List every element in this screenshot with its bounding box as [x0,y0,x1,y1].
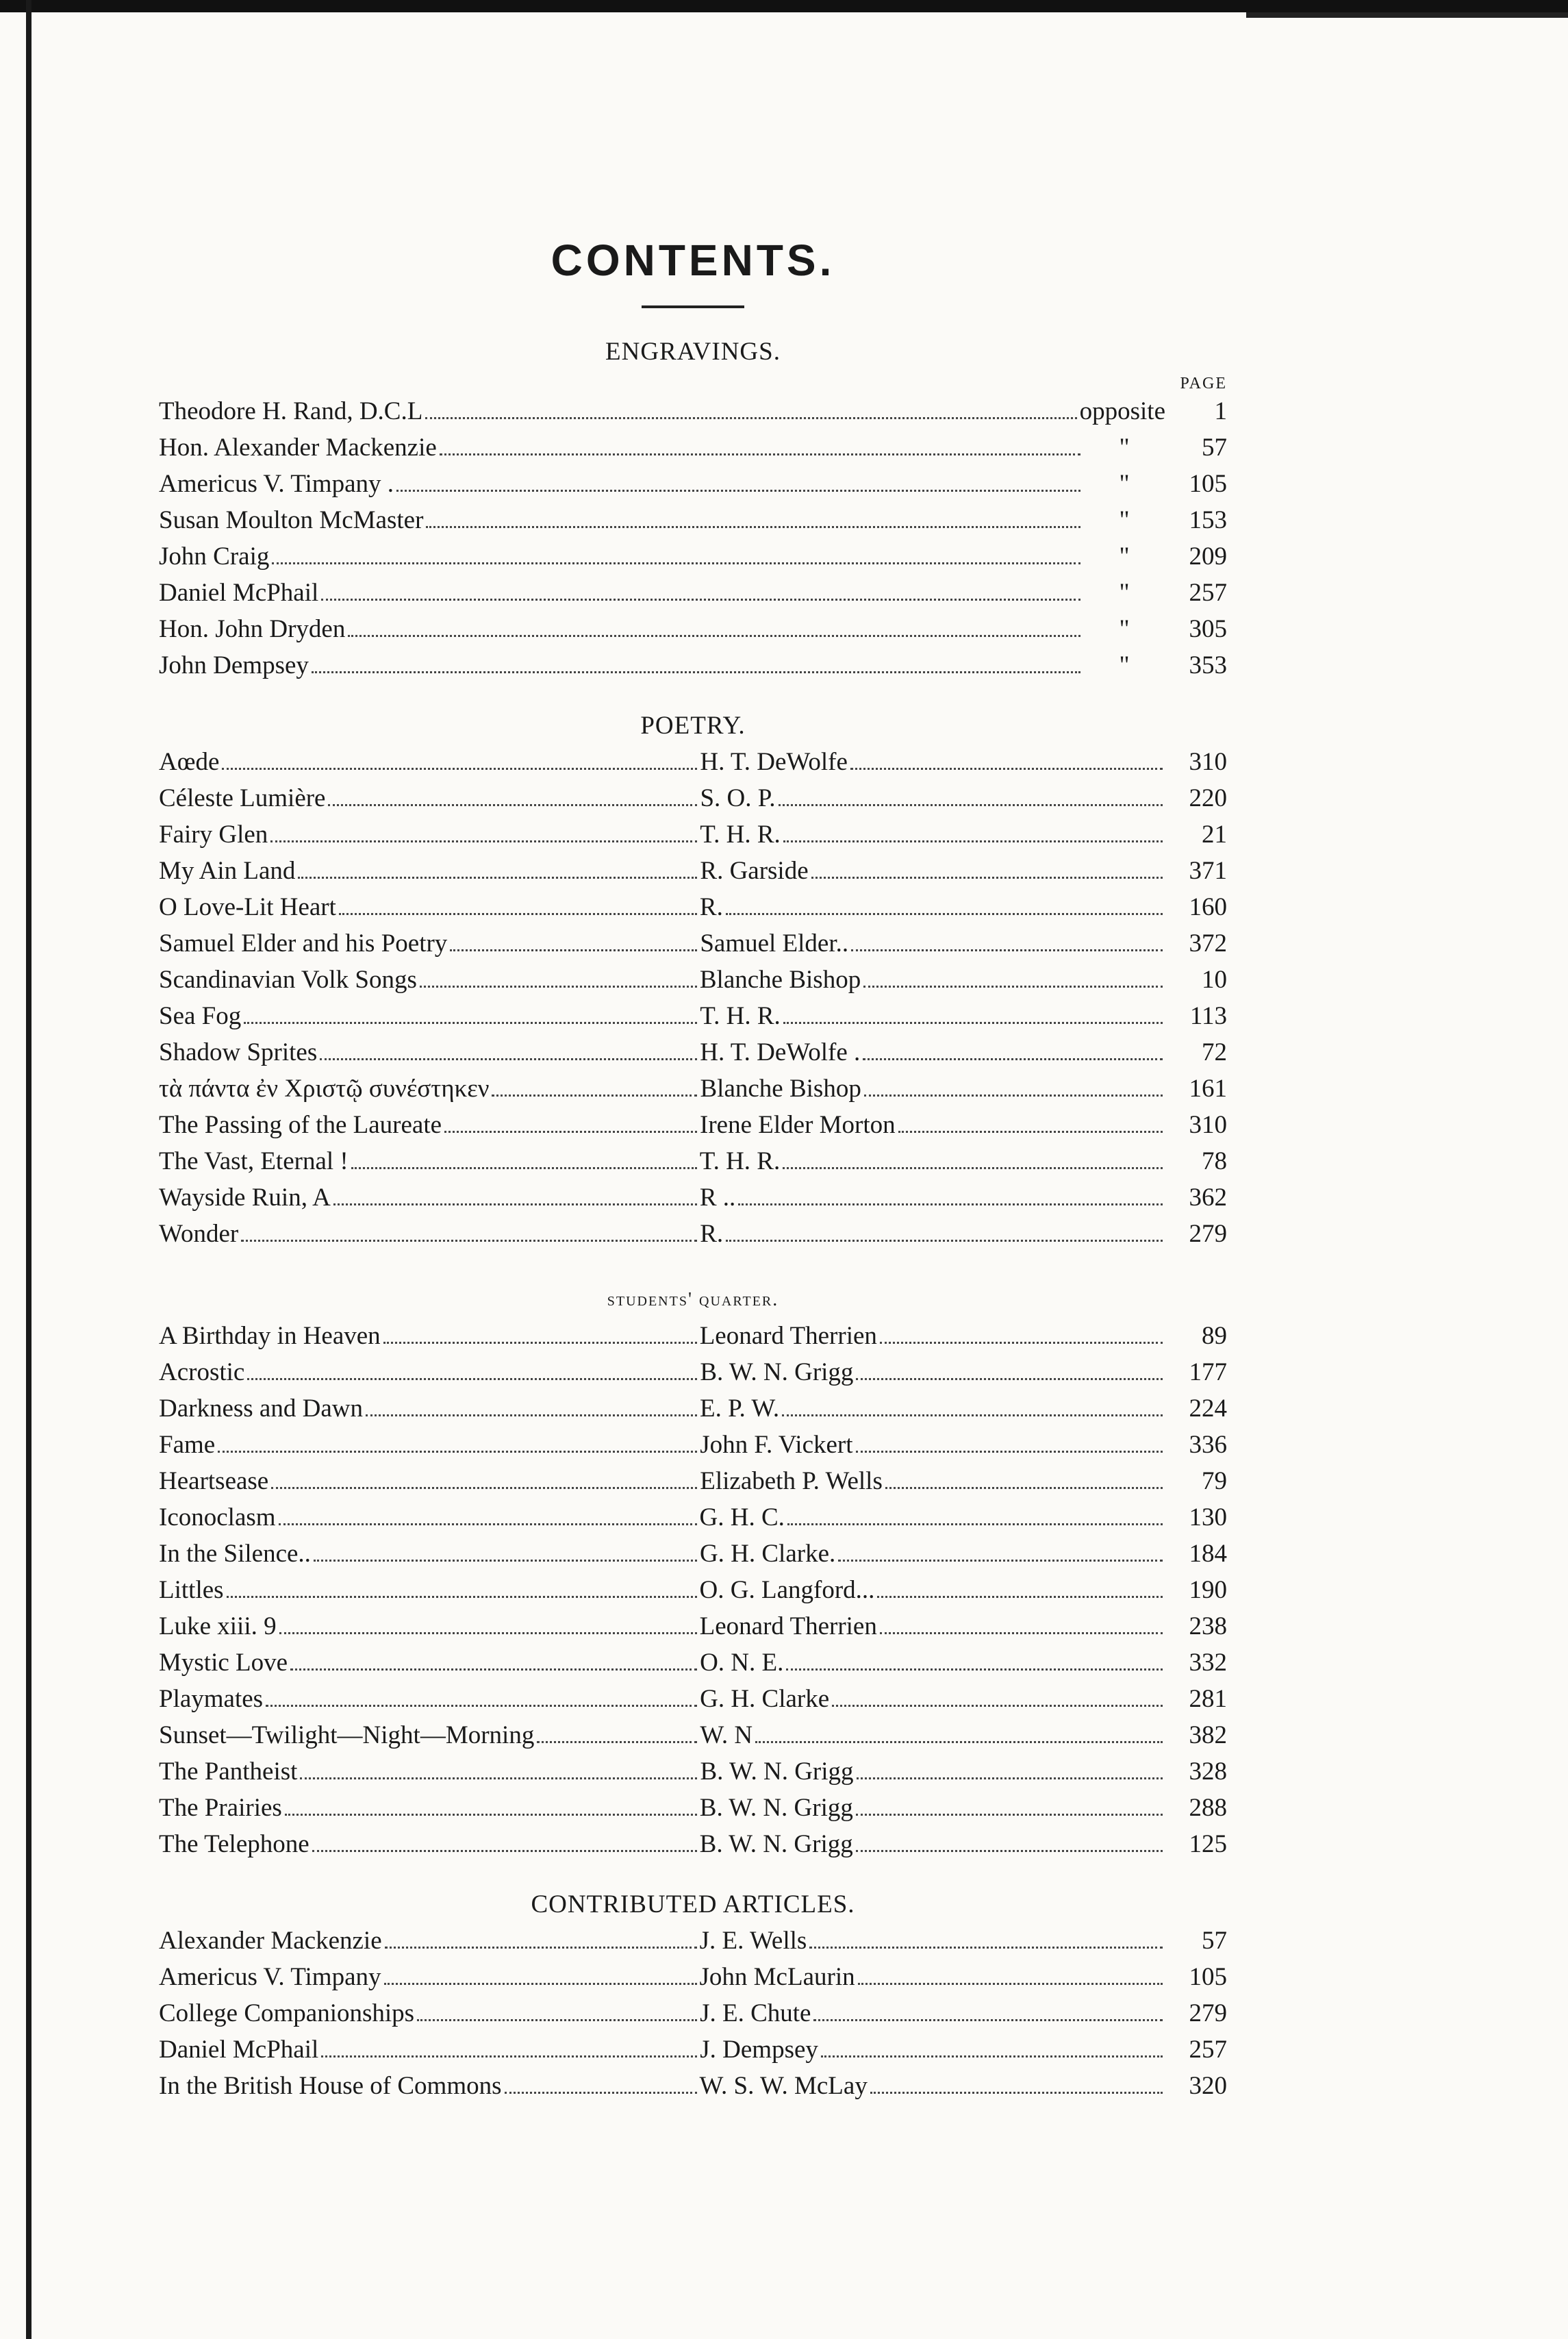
page-column-label: PAGE [1180,375,1227,392]
entry-page: 184 [1189,1540,1227,1568]
toc-entry [159,2031,1227,2068]
students-quarter-list [159,1318,1227,1862]
entry-page: 310 [1189,748,1227,776]
toc-entry [159,1390,1227,1427]
toc-entry [159,853,1227,889]
entry-page: 79 [1202,1467,1227,1495]
dot-leader [850,767,1163,770]
dot-leader [851,949,1163,951]
entry-title: In the British House of Commons [159,2072,502,2100]
dot-leader [285,1813,697,1816]
dot-leader [417,2018,697,2021]
dot-leader [755,1740,1163,1743]
entry-title: Heartsease [159,1467,269,1495]
entry-page: 160 [1189,893,1227,921]
dot-leader [440,453,1080,455]
dot-leader [856,1450,1163,1453]
entry-author: Leonard Therrien [699,1612,877,1640]
toc-entry [159,1143,1227,1179]
entry-page: 288 [1189,1794,1227,1822]
entry-title: Hon. John Dryden [159,615,346,643]
top-border-smudge [1246,12,1568,18]
entry-title: Daniel McPhail [159,2036,319,2064]
entry-title: The Telephone [159,1830,309,1858]
entry-title: Scandinavian Volk Songs [159,966,417,994]
dot-leader [783,1021,1163,1024]
entry-author: B. W. N. Grigg [700,1758,854,1786]
entry-title: Americus V. Timpany . [159,470,394,498]
dot-leader [314,1559,697,1562]
toc-entry [159,1318,1227,1354]
entry-page: 336 [1189,1431,1227,1459]
entry-page: 125 [1189,1830,1227,1858]
entry-page: 21 [1202,821,1227,849]
entry-author: G. H. Clarke. [699,1540,836,1568]
entry-page: 57 [1202,434,1227,462]
toc-entry [159,1536,1227,1572]
dot-leader [838,1559,1163,1562]
entry-author: B. W. N. Grigg [699,1830,853,1858]
entry-page: 320 [1189,2072,1227,2100]
entry-title: Mystic Love [159,1649,288,1677]
dot-leader [279,1631,697,1634]
dot-leader [821,2055,1163,2057]
dot-leader [779,803,1163,806]
toc-entry [159,611,1227,647]
entry-page: 281 [1189,1685,1227,1713]
dot-leader [266,1704,697,1707]
toc-entry [159,1427,1227,1463]
entry-mark: " [1119,579,1130,607]
entry-author: John McLaurin [699,1963,855,1991]
dot-leader [383,1341,697,1344]
entry-page: 328 [1189,1758,1227,1786]
dot-leader [271,1486,697,1489]
dot-leader [783,840,1163,842]
dot-leader [809,1946,1163,1949]
toc-entry [159,466,1227,502]
entry-title: Céleste Lumière [159,784,326,812]
entry-author: H. T. DeWolfe . [700,1038,861,1066]
entry-page: 89 [1202,1322,1227,1350]
entry-page: 113 [1189,1002,1227,1030]
articles-heading: CONTRIBUTED ARTICLES. [531,1890,855,1918]
entry-author: T. H. R. [700,821,781,849]
dot-leader [328,803,697,806]
entry-author: O. N. E. [700,1649,784,1677]
entry-author: W. N [700,1721,753,1749]
entry-author: Elizabeth P. Wells [700,1467,883,1495]
toc-entry [159,1681,1227,1717]
dot-leader [290,1668,697,1671]
dot-leader [813,2018,1163,2021]
dot-leader [426,525,1080,528]
entry-page: 153 [1189,506,1227,534]
entry-page: 362 [1189,1184,1227,1212]
entry-title: Luke xiii. 9 [159,1612,277,1640]
toc-entry [159,1179,1227,1216]
dot-leader [348,634,1080,637]
toc-entry [159,889,1227,925]
toc-entry [159,1354,1227,1390]
entry-title: The Prairies [159,1794,282,1822]
entry-author: G. H. C. [699,1503,785,1531]
entry-author: John F. Vickert [700,1431,853,1459]
dot-leader [366,1414,697,1416]
entry-page: 10 [1202,966,1227,994]
dot-leader [783,1166,1163,1169]
entry-page: 305 [1189,615,1227,643]
toc-entry [159,816,1227,853]
toc-entry [159,502,1227,538]
entry-author: Blanche Bishop [700,1075,861,1103]
entry-title: Playmates [159,1685,264,1713]
entry-author: R .. [699,1184,736,1212]
entry-title: College Companionships [159,1999,415,2027]
toc-entry [159,1644,1227,1681]
dot-leader [786,1668,1163,1671]
toc-entry [159,1826,1227,1862]
dot-leader [321,2055,697,2057]
entry-author: Irene Elder Morton [700,1111,896,1139]
dot-leader [811,876,1163,879]
toc-entry [159,925,1227,962]
entry-page: 1 [1214,397,1227,425]
dot-leader [858,1982,1163,1985]
toc-entry [159,1608,1227,1644]
entry-page: 332 [1189,1649,1227,1677]
toc-entry [159,1959,1227,1995]
dot-leader [312,1849,697,1852]
dot-leader [218,1450,697,1453]
toc-entry [159,1572,1227,1608]
toc-entry [159,962,1227,998]
entry-page: 279 [1189,1220,1227,1248]
entry-page: 257 [1189,2036,1227,2064]
entry-page: 105 [1189,470,1227,498]
entry-title: Sea Fog [159,1002,242,1030]
toc-entry [159,2068,1227,2104]
dot-leader [782,1414,1163,1416]
entry-author: H. T. DeWolfe [700,748,848,776]
entry-author: Leonard Therrien [699,1322,877,1350]
dot-leader [270,840,697,842]
page-title: CONTENTS. [551,236,835,285]
entry-page: 353 [1189,651,1227,679]
toc-entry [159,1923,1227,1959]
entry-title: Americus V. Timpany [159,1963,381,1991]
dot-leader [298,876,697,879]
dot-leader [880,1631,1163,1634]
entry-page: 190 [1189,1576,1227,1604]
dot-leader [537,1740,697,1743]
entry-author: G. H. Clarke [700,1685,830,1713]
entry-author: R. Garside [700,857,809,885]
entry-author: B. W. N. Grigg [700,1358,854,1386]
entry-mark: " [1119,434,1130,462]
entry-title: A Birthday in Heaven [159,1322,381,1350]
dot-leader [279,1523,697,1525]
entry-page: 382 [1189,1721,1227,1749]
entry-page: 78 [1202,1147,1227,1175]
dot-leader [247,1377,697,1380]
entry-title: The Passing of the Laureate [159,1111,442,1139]
entry-title: Aœde [159,748,220,776]
dot-leader [787,1523,1163,1525]
dot-leader [856,1377,1163,1380]
toc-entry [159,538,1227,575]
students-quarter-heading: students' quarter. [607,1289,779,1310]
entry-page: 371 [1189,857,1227,885]
engravings-heading: ENGRAVINGS. [605,338,781,366]
toc-entry [159,1753,1227,1790]
left-margin-rule [26,0,31,2339]
poetry-heading: POETRY. [640,712,746,740]
toc-entry [159,780,1227,816]
entry-author: S. O. P. [700,784,776,812]
dot-leader [396,489,1080,492]
toc-entry [159,1499,1227,1536]
dot-leader [321,598,1080,601]
entry-title: O Love-Lit Heart [159,893,336,921]
toc-entry [159,1995,1227,2031]
entry-author: O. G. Langford... [699,1576,875,1604]
entry-author: Blanche Bishop [699,966,861,994]
entry-mark: opposite [1079,397,1165,425]
dot-leader [244,1021,697,1024]
dot-leader [738,1203,1163,1205]
dot-leader [726,1239,1163,1242]
toc-entry [159,429,1227,466]
dot-leader [420,985,697,988]
toc-entry [159,1717,1227,1753]
toc-entry [159,1107,1227,1143]
dot-leader [885,1486,1163,1489]
entry-title: Shadow Sprites [159,1038,318,1066]
entry-title: τὰ πάντα ἐν Χριστῷ συνέστηκεν [159,1075,490,1103]
entry-page: 105 [1189,1963,1227,1991]
entry-page: 177 [1189,1358,1227,1386]
entry-title: Fame [159,1431,216,1459]
entry-mark: " [1119,506,1130,534]
entry-title: In the Silence.. [159,1540,311,1568]
entry-author: B. W. N. Grigg [699,1794,853,1822]
dot-leader [870,2091,1163,2094]
entry-title: Wayside Ruin, A [159,1184,331,1212]
toc-entry [159,1216,1227,1252]
entry-title: Littles [159,1576,224,1604]
dot-leader [333,1203,697,1205]
dot-leader [312,671,1080,673]
dot-leader [726,912,1163,915]
entry-page: 279 [1189,1999,1227,2027]
dot-leader [450,949,697,951]
entry-title: John Dempsey [159,651,309,679]
entry-page: 72 [1202,1038,1227,1066]
top-border [0,0,1568,12]
entry-author: T. H. R. [700,1002,781,1030]
entry-page: 57 [1202,1927,1227,1955]
dot-leader [880,1341,1163,1344]
entry-mark: " [1119,542,1130,571]
dot-leader [857,1777,1163,1779]
toc-entry [159,1034,1227,1071]
entry-title: Alexander Mackenzie [159,1927,382,1955]
entry-title: Darkness and Dawn [159,1394,363,1423]
entry-author: R. [699,893,723,921]
entry-page: 238 [1189,1612,1227,1640]
dot-leader [320,1058,697,1060]
toc-entry [159,393,1227,429]
entry-page: 310 [1189,1111,1227,1139]
entry-author: R. [700,1220,724,1248]
entry-page: 257 [1189,579,1227,607]
entry-page: 130 [1189,1503,1227,1531]
dot-leader [425,416,1076,419]
entry-author: J. E. Wells [699,1927,807,1955]
dot-leader [241,1239,697,1242]
entry-title: Wonder [159,1220,239,1248]
toc-entry [159,575,1227,611]
dot-leader [898,1130,1163,1133]
entry-author: T. H. R. [699,1147,781,1175]
entry-title: Fairy Glen [159,821,268,849]
entry-title: Hon. Alexander Mackenzie [159,434,437,462]
entry-author: J. E. Chute [700,1999,811,2027]
dot-leader [856,1849,1163,1852]
toc-entry [159,744,1227,780]
dot-leader [877,1595,1163,1598]
entry-title: The Pantheist [159,1758,298,1786]
entry-title: Sunset—Twilight—Night—Morning [159,1721,535,1749]
dot-leader [864,1094,1163,1097]
entry-title: Acrostic [159,1358,245,1386]
entry-title: My Ain Land [159,857,296,885]
title-rule [642,305,744,308]
entry-title: Susan Moulton McMaster [159,506,424,534]
entry-author: E. P. W. [699,1394,780,1423]
entry-title: Daniel McPhail [159,579,319,607]
entry-title: Iconoclasm [159,1503,276,1531]
contributed-articles-list [159,1923,1227,2104]
entry-mark: " [1119,651,1130,679]
entry-page: 161 [1189,1075,1227,1103]
dot-leader [856,1813,1163,1816]
engravings-list [159,393,1227,684]
dot-leader [505,2091,697,2094]
entry-title: The Vast, Eternal ! [159,1147,349,1175]
entry-page: 372 [1189,929,1227,958]
toc-entry [159,1790,1227,1826]
entry-mark: " [1119,615,1130,643]
poetry-list [159,744,1227,1252]
entry-author: J. Dempsey [700,2036,818,2064]
dot-leader [339,912,697,915]
dot-leader [300,1777,697,1779]
dot-leader [832,1704,1163,1707]
toc-entry [159,647,1227,684]
dot-leader [492,1094,697,1097]
dot-leader [227,1595,697,1598]
entry-mark: " [1119,470,1130,498]
contents-page [159,233,1227,2104]
dot-leader [384,1982,697,1985]
entry-title: Samuel Elder and his Poetry [159,929,448,958]
entry-author: Samuel Elder.. [700,929,849,958]
entry-author: W. S. W. McLay [699,2072,868,2100]
toc-entry [159,1463,1227,1499]
entry-page: 224 [1189,1394,1227,1423]
dot-leader [222,767,697,770]
dot-leader [444,1130,697,1133]
dot-leader [863,985,1163,988]
toc-entry [159,998,1227,1034]
dot-leader [351,1166,697,1169]
toc-entry [159,1071,1227,1107]
entry-title: John Craig [159,542,270,571]
dot-leader [385,1946,697,1949]
dot-leader [272,562,1080,564]
dot-leader [863,1058,1163,1060]
entry-title: Theodore H. Rand, D.C.L [159,397,423,425]
entry-page: 209 [1189,542,1227,571]
entry-page: 220 [1189,784,1227,812]
